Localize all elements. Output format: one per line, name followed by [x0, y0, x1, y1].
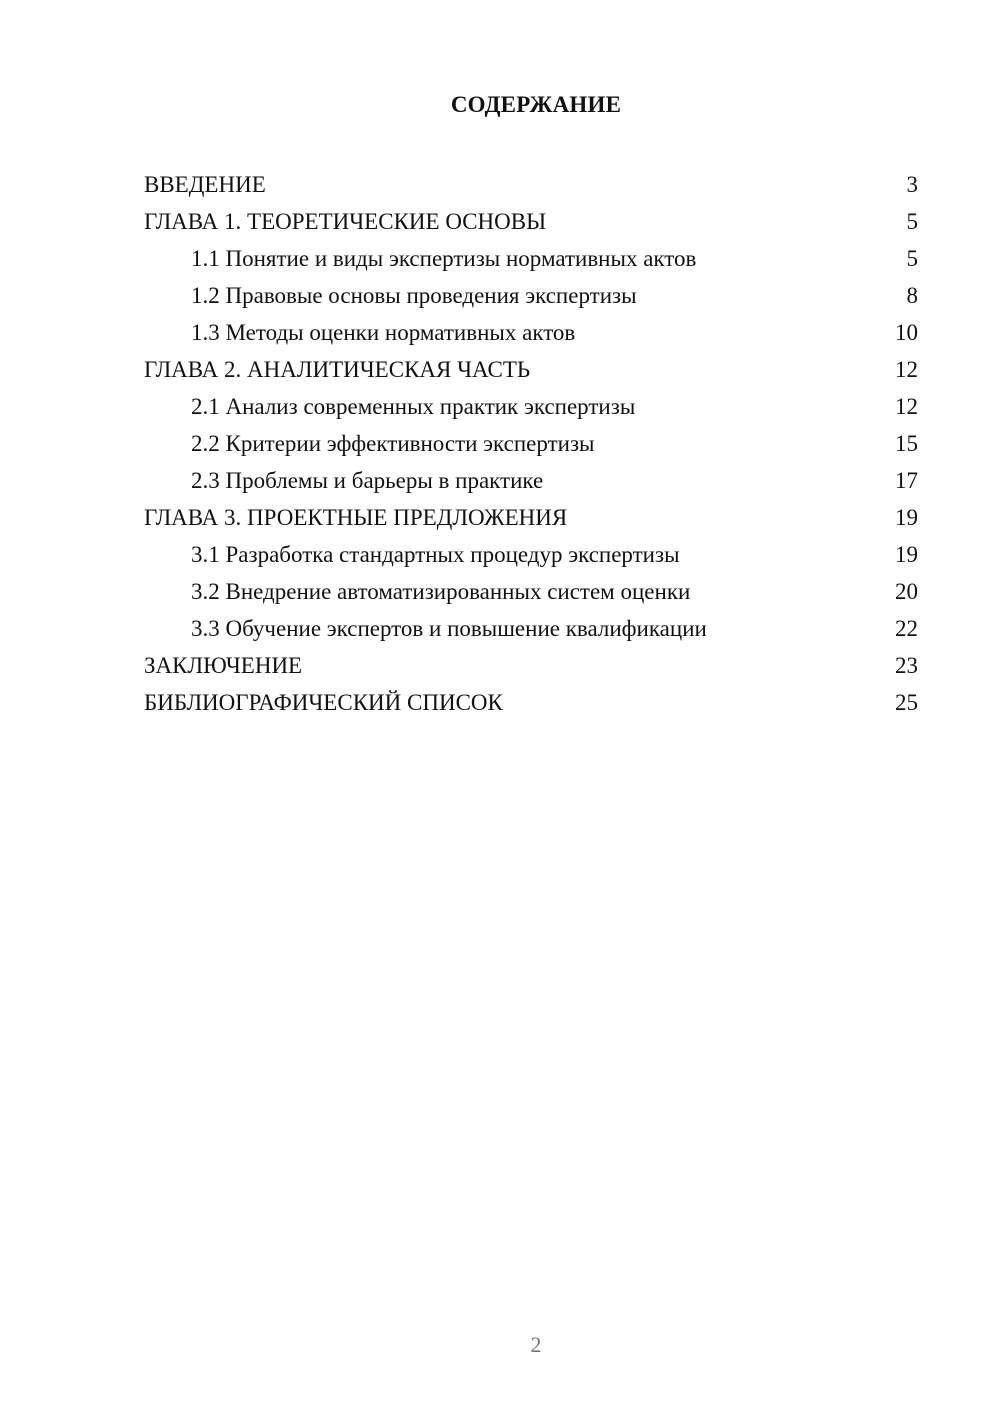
toc-entry-page: 25 — [895, 690, 918, 715]
page-title: СОДЕРЖАНИЕ — [450, 92, 622, 117]
toc-entry — [144, 647, 918, 684]
toc-entry-label: ГЛАВА 3. ПРОЕКТНЫЕ ПРЕДЛОЖЕНИЯ — [144, 505, 568, 530]
toc-entry-label: ГЛАВА 1. ТЕОРЕТИЧЕСКИЕ ОСНОВЫ — [144, 209, 547, 234]
toc-entry-page: 22 — [895, 616, 918, 641]
toc-entry-page: 19 — [895, 542, 918, 567]
toc-entry-page: 12 — [895, 357, 918, 382]
toc-entry — [144, 166, 918, 203]
toc-entry — [144, 499, 918, 536]
toc-entry — [144, 388, 918, 425]
toc-entry-label: 2.3 Проблемы и барьеры в практике — [191, 468, 544, 493]
toc-entry-page: 5 — [906, 246, 918, 271]
toc-entry-label: 1.1 Понятие и виды экспертизы нормативных актов — [191, 246, 697, 271]
toc-entry — [144, 536, 918, 573]
toc-entry-label: 3.2 Внедрение автоматизированных систем оценки — [191, 579, 691, 604]
toc-entry-page: 20 — [895, 579, 918, 604]
table-of-contents — [144, 166, 918, 721]
toc-entry-label: БИБЛИОГРАФИЧЕСКИЙ СПИСОК — [144, 690, 503, 715]
toc-entry-page: 23 — [895, 653, 918, 678]
toc-entry-page: 5 — [906, 209, 918, 234]
toc-entry — [144, 351, 918, 388]
toc-entry — [144, 684, 918, 721]
toc-entry — [144, 425, 918, 462]
toc-entry — [144, 314, 918, 351]
toc-entry-page: 12 — [895, 394, 918, 419]
toc-entry-page: 15 — [895, 431, 918, 456]
toc-entry-page: 3 — [906, 172, 918, 197]
toc-entry-label: 3.3 Обучение экспертов и повышение квалификации — [191, 616, 707, 641]
toc-entry-label: 1.3 Методы оценки нормативных актов — [191, 320, 576, 345]
toc-entry-page: 10 — [895, 320, 918, 345]
toc-entry-label: ЗАКЛЮЧЕНИЕ — [144, 653, 303, 678]
toc-entry-label: ВВЕДЕНИЕ — [144, 172, 266, 197]
toc-entry-label: 1.2 Правовые основы проведения экспертизы — [191, 283, 637, 308]
toc-entry — [144, 610, 918, 647]
toc-entry — [144, 573, 918, 610]
toc-entry — [144, 277, 918, 314]
toc-entry-label: ГЛАВА 2. АНАЛИТИЧЕСКАЯ ЧАСТЬ — [144, 357, 531, 382]
toc-entry-label: 2.1 Анализ современных практик экспертизы — [191, 394, 636, 419]
page-number: 2 — [530, 1332, 542, 1357]
toc-entry-page: 19 — [895, 505, 918, 530]
toc-entry — [144, 462, 918, 499]
toc-entry-label: 3.1 Разработка стандартных процедур экспертизы — [191, 542, 680, 567]
toc-entry-page: 8 — [906, 283, 918, 308]
toc-entry — [144, 203, 918, 240]
toc-entry — [144, 240, 918, 277]
toc-entry-page: 17 — [895, 468, 918, 493]
toc-entry-label: 2.2 Критерии эффективности экспертизы — [191, 431, 595, 456]
